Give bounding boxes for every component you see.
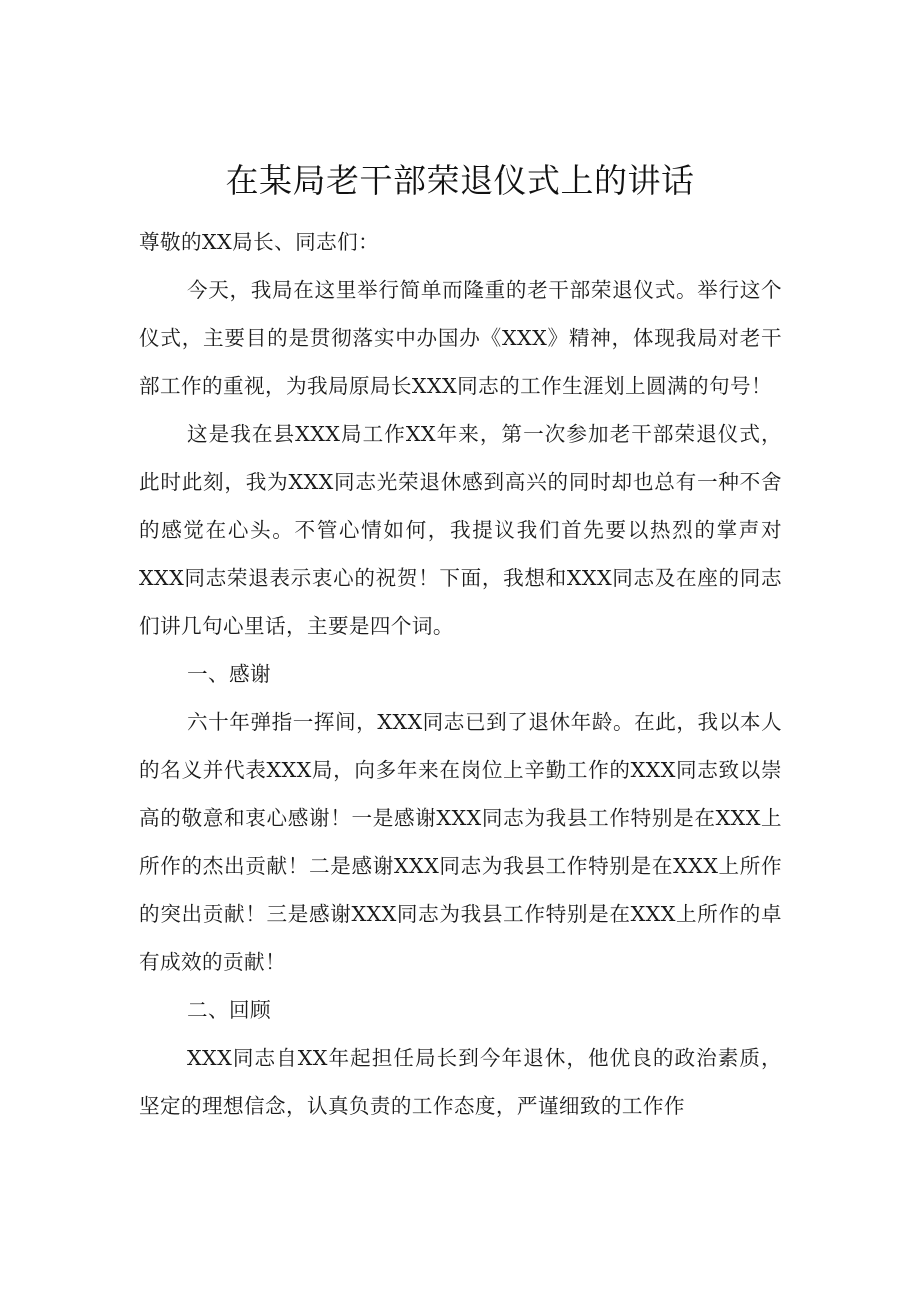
paragraph-opening: 今天，我局在这里举行简单而隆重的老干部荣退仪式。举行这个仪式，主要目的是贯彻落实中办国办《XXX》精神，体现我局对老干部工作的重视，为我局原局长XXX同志的工作生涯划上圆满的句号！ — [139, 278, 782, 398]
section-heading-review: 二、回顾 — [187, 998, 271, 1022]
page-title: 在某局老干部荣退仪式上的讲话 — [225, 161, 695, 200]
paragraph-first-ceremony: 这是我在县XXX局工作XX年来，第一次参加老干部荣退仪式，此时此刻，我为XXX同志光荣退休感到高兴的同时却也总有一种不舍的感觉在心头。不管心情如何，我提议我们首先要以热烈的掌声对XXX同志荣退表示衷心的祝贺！下面，我想和XXX同志及在座的同志们讲几句心里话，主要是四个词。 — [139, 422, 782, 638]
section-heading-thanks: 一、感谢 — [187, 662, 271, 686]
document-body — [139, 218, 782, 1130]
paragraph-review: XXX同志自XX年起担任局长到今年退休，他优良的政治素质，坚定的理想信念，认真负责的工作态度，严谨细致的工作作 — [139, 1046, 782, 1118]
paragraph-thanks: 六十年弹指一挥间，XXX同志已到了退休年龄。在此，我以本人的名义并代表XXX局，向多年来在岗位上辛勤工作的XXX同志致以崇高的敬意和衷心感谢！一是感谢XXX同志为我县工作特别是在XXX上所作的杰出贡献！二是感谢XXX同志为我县工作特别是在XXX上所作的突出贡献！三是感谢XXX同志为我县工作特别是在XXX上所作的卓有成效的贡献！ — [139, 710, 782, 974]
salutation: 尊敬的XX局长、同志们： — [139, 230, 380, 254]
